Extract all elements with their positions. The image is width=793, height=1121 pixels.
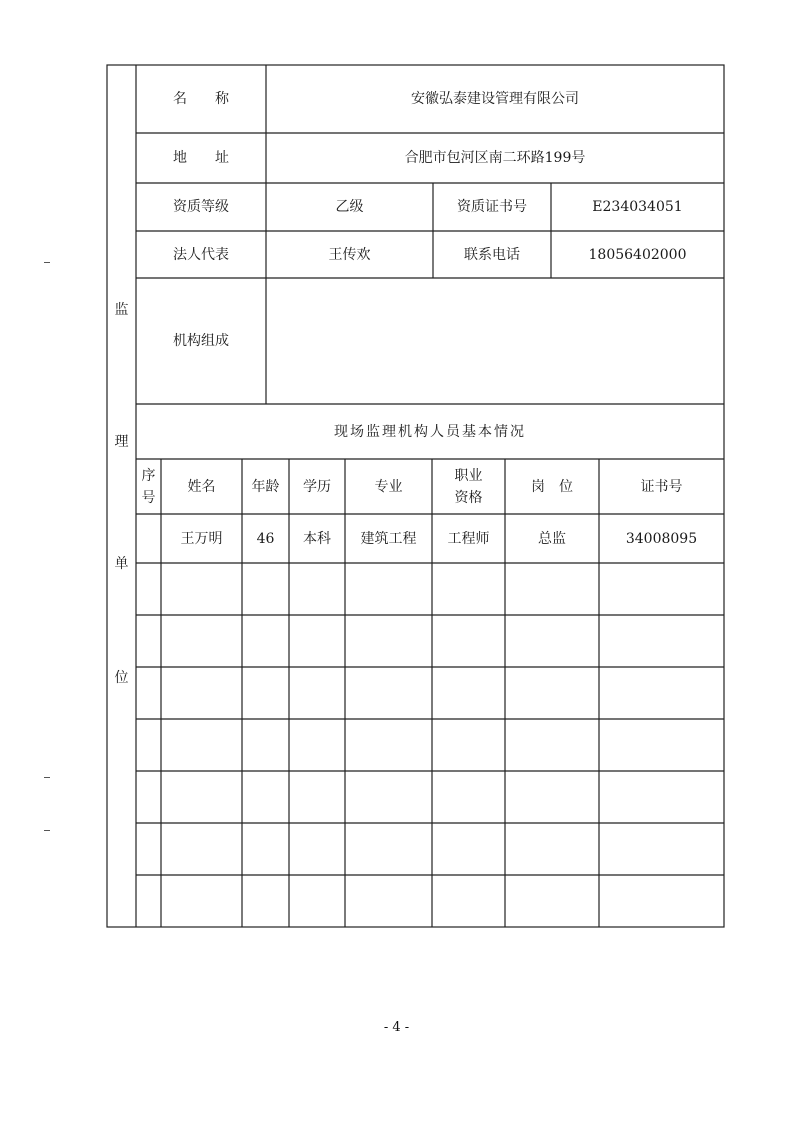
staff-table-title: 现场监理机构人员基本情况 — [334, 423, 526, 440]
side-label-char-4: 位 — [114, 670, 129, 686]
legal-rep-value: 王传欢 — [328, 246, 371, 263]
cert-label: 资质证书号 — [457, 199, 527, 215]
org-label: 机构组成 — [173, 333, 229, 349]
qualification-value: 乙级 — [335, 199, 364, 215]
empty-rows-area — [136, 563, 724, 927]
table-cell: 建筑工程 — [360, 530, 417, 547]
phone-label: 联系电话 — [464, 246, 520, 263]
name-value: 安徽弘泰建设管理有限公司 — [411, 91, 579, 107]
qualification-label: 资质等级 — [173, 199, 229, 215]
table-cell: 王万明 — [180, 530, 223, 547]
phone-value: 18056402000 — [588, 246, 687, 263]
table-cell: 总监 — [538, 530, 566, 547]
header-cert-no: 证书号 — [640, 478, 683, 495]
side-label-char-2: 理 — [114, 434, 129, 450]
scan-mark — [44, 262, 50, 263]
org-value — [266, 278, 724, 404]
side-label-char-3: 单 — [114, 556, 129, 572]
header-major: 专业 — [374, 478, 403, 495]
scan-mark — [44, 830, 50, 831]
table-cell: 工程师 — [447, 530, 490, 547]
cert-value: E234034051 — [592, 199, 683, 215]
table-cell: 本科 — [303, 530, 331, 547]
header-name: 姓名 — [187, 478, 216, 495]
address-label: 地 址 — [173, 150, 229, 166]
page-number: - 4 - — [383, 1020, 410, 1035]
header-age: 年龄 — [251, 478, 280, 495]
header-education: 学历 — [303, 478, 331, 495]
name-label: 名 称 — [173, 91, 229, 107]
header-position: 岗 位 — [531, 478, 573, 495]
scan-mark — [44, 777, 50, 778]
header-seq: 序号 — [141, 467, 156, 506]
table-cell: 46 — [256, 530, 275, 547]
legal-rep-label: 法人代表 — [173, 246, 229, 263]
table-cell: 34008095 — [625, 530, 698, 547]
side-label-char-1: 监 — [114, 302, 129, 318]
address-value: 合肥市包河区南二环路199号 — [404, 150, 586, 166]
table-cell — [136, 514, 161, 563]
header-qualification: 职业资格 — [454, 467, 483, 506]
